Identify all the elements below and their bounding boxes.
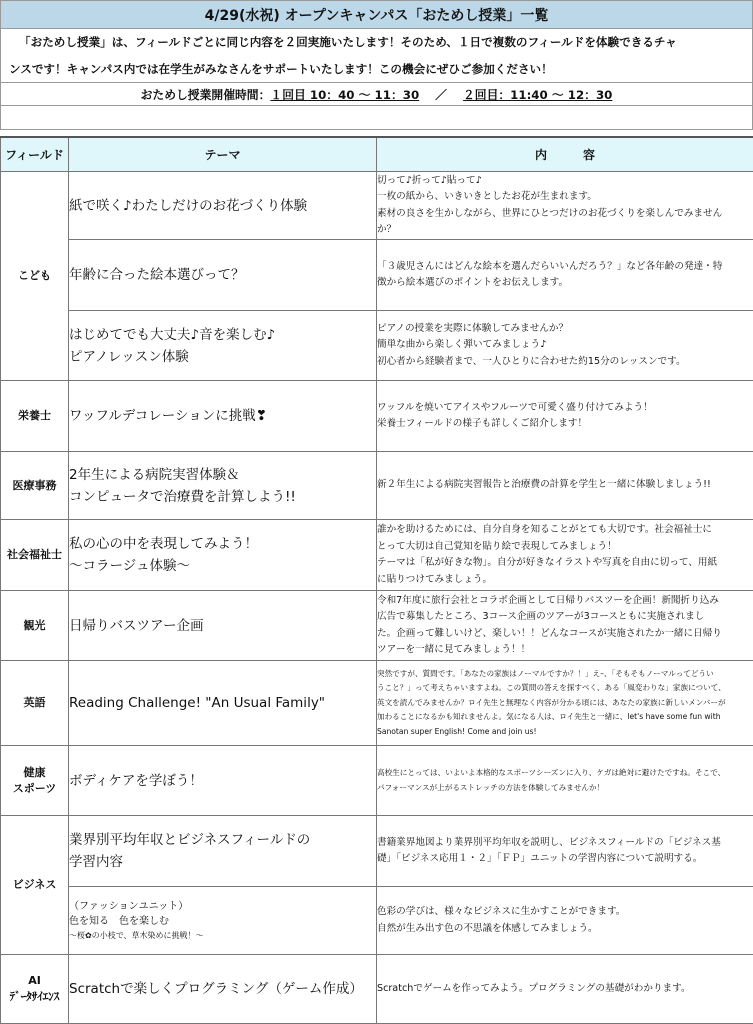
content-text: 栄養士フィールドの様子も詳しくご紹介します！	[377, 418, 588, 430]
content-cell	[377, 381, 753, 451]
table-row	[1, 661, 753, 746]
content-text: 初心者から経験者まで、一人ひとりに合わせた約15分のレッスンです。	[377, 355, 686, 367]
theme-subtext: 色を知る 色を楽しむ	[69, 916, 169, 928]
theme-cell	[69, 240, 377, 310]
intro-text	[0, 29, 753, 83]
content-text: に貼りつけてみましょう。	[377, 573, 493, 585]
session-2: ２回目：11:40 ～ 12：30	[462, 87, 613, 102]
content-text: 切って♪折って♪貼って♪	[377, 174, 482, 186]
theme-subtext: （ファッションユニット）	[69, 901, 189, 913]
field-cell	[1, 520, 69, 590]
field-cell	[1, 172, 69, 381]
theme-text: 私の心の中を表現してみよう！	[69, 536, 258, 553]
content-text: 素材の良さを生かしながら、世界にひとつだけのお花づくりを楽しんでみません	[377, 207, 723, 219]
table-row	[1, 172, 753, 240]
table-row	[1, 381, 753, 451]
content-text: 「３歳児さんにはどんな絵本を選んだらいいんだろう？」など各年齢の発達・特	[377, 260, 723, 272]
content-text: Sanotan super English! Come and join us!	[377, 726, 537, 736]
theme-text: ボディケアを学ぼう！	[69, 772, 203, 789]
theme-text: ～コラージュ体験～	[69, 558, 190, 575]
content-text: か？	[377, 224, 397, 236]
content-text: 突然ですが、質問です。「あなたの家族はノーマルですか？！」え–、「そもそもノーマルってどうい	[377, 668, 714, 678]
content-text: 簡単な曲から楽しく弾いてみましょう♪	[377, 339, 547, 351]
field-name: AI	[28, 974, 41, 988]
theme-cell	[69, 590, 377, 660]
content-text: 英文を読んでみませんか？ロイ先生と無理なく内容が分かる頃には、あなたの家族に新しいメンバーが	[377, 697, 726, 707]
content-cell	[377, 240, 753, 310]
content-text: 一枚の紙から、いきいきとしたお花が生まれます。	[377, 191, 597, 203]
table-row	[1, 886, 753, 954]
table-row	[1, 451, 753, 519]
intro-line-2: ンスです！キャンパス内では在学生がみなさんをサポートいたします！この機会にぜひご参加ください！	[9, 62, 553, 76]
content-text: ツアーを一緒に見てみましょう！！	[377, 644, 531, 656]
theme-cell	[69, 661, 377, 746]
content-text: ピアノの授業を実際に体験してみませんか？	[377, 322, 569, 334]
theme-text: コンピュータで治療費を計算しよう!!	[69, 488, 296, 505]
content-cell	[377, 590, 753, 660]
content-cell	[377, 520, 753, 590]
content-text: Scratchでゲームを作ってみよう。プログラミングの基礎がわかります。	[377, 982, 691, 994]
column-header-field: フィールド	[1, 137, 69, 172]
theme-cell	[69, 451, 377, 519]
field-cell	[1, 955, 69, 1024]
content-text: 広告で募集したところ、3コース企画のツアーが3コースともに実施されまし	[377, 611, 705, 623]
content-cell	[377, 745, 753, 815]
theme-text: 2年生による病院実習体験＆	[69, 466, 240, 483]
theme-text: 業界別平均年収とビジネスフィールドの	[69, 832, 311, 849]
field-cell	[1, 816, 69, 955]
theme-text: Scratchで楽しくプログラミング（ゲーム作成）	[69, 981, 363, 998]
content-cell	[377, 310, 753, 380]
table-row	[1, 955, 753, 1024]
theme-text: Reading Challenge! "An Usual Family"	[69, 695, 326, 712]
table-row	[1, 520, 753, 590]
theme-cell	[69, 886, 377, 954]
table-row	[1, 240, 753, 310]
content-cell	[377, 172, 753, 240]
field-cell	[1, 590, 69, 660]
content-text: た。企画って難しいけど、楽しい！！どんなコースが実施されたか一緒に日帰り	[377, 627, 722, 639]
session-times	[0, 83, 753, 106]
field-name: 社会福祉士	[7, 548, 62, 562]
theme-cell	[69, 310, 377, 380]
theme-cell	[69, 955, 377, 1024]
field-cell	[1, 661, 69, 746]
field-name: 観光	[23, 618, 46, 632]
content-cell	[377, 886, 753, 954]
field-name: 栄養士	[18, 409, 51, 423]
content-cell	[377, 955, 753, 1024]
field-name: ビジネス	[12, 878, 57, 892]
intro-line-1: 「おためし授業」は、フィールドごとに同じ内容を２回実施いたします！そのため、１日で複数のフィールドを体験できるチャ	[19, 35, 677, 49]
theme-cell	[69, 745, 377, 815]
content-text: うこと？」って考えちゃいますよね。この質問の答えを探すべく、ある「風変わりな」家族について、	[377, 683, 726, 693]
content-cell	[377, 451, 753, 519]
content-text: 新２年生による病院実習報告と治療費の計算を学生と一緒に体験しましょう!!	[377, 479, 711, 491]
spacer-row	[0, 106, 753, 130]
theme-text: 日帰りバスツアー企画	[69, 617, 204, 634]
table-row	[1, 745, 753, 815]
field-name: 医療事務	[12, 478, 57, 492]
field-name: こども	[18, 269, 51, 283]
theme-text: はじめてでも大丈夫♪音を楽しむ♪	[69, 326, 276, 343]
theme-cell	[69, 520, 377, 590]
table-row	[1, 590, 753, 660]
content-text: 誰かを助けるためには、自分自身を知ることがとても大切です。社会福祉士に	[377, 524, 713, 536]
session-separator: ／	[435, 87, 447, 102]
content-text: 徴から絵本選びのポイントをお伝えします。	[377, 277, 569, 289]
content-text: 高校生にとっては、いよいよ本格的なスポーツシーズンに入り、ケガは絶対に避けたですね。そこで、	[377, 768, 726, 778]
field-cell	[1, 381, 69, 451]
theme-text: ピアノレッスン体験	[69, 348, 189, 365]
theme-note: ～桜✿の小枝で、草木染めに挑戦！～	[69, 931, 204, 941]
content-text: 書籍業界地図より業界別平均年収を説明し、ビジネスフィールドの「ビジネス基	[377, 836, 721, 848]
field-name: ﾃﾞｰﾀｻｲｴﾝｽ	[9, 990, 60, 1004]
content-cell	[377, 816, 753, 886]
table-row	[1, 310, 753, 380]
theme-text: ワッフルデコレーションに挑戦❣	[69, 408, 268, 425]
content-text: 自然が生み出す色の不思議を体感してみましょう。	[377, 922, 598, 934]
content-text: とって大切は自己覚知を貼り絵で表現してみましょう！	[377, 540, 617, 552]
column-header-content: 内 容	[377, 137, 753, 172]
table-row	[1, 816, 753, 886]
theme-cell	[69, 381, 377, 451]
content-text: テーマは「私が好きな物」。自分が好きなイラストや写真を自由に切って、用紙	[377, 557, 718, 569]
field-name: スポーツ	[12, 781, 57, 795]
content-cell	[377, 661, 753, 746]
theme-text: 紙で咲く♪わたしだけのお花づくり体験	[69, 197, 308, 214]
theme-cell	[69, 172, 377, 240]
theme-text: 学習内容	[69, 854, 123, 871]
column-header-theme: テーマ	[69, 137, 377, 172]
theme-cell	[69, 816, 377, 886]
field-name: 健康	[23, 765, 46, 779]
field-cell	[1, 451, 69, 519]
content-text: 加わることになるかも知れませんよ。気になる人は、ロイ先生と一緒に、let's have some fun with	[377, 712, 721, 722]
content-text: ワッフルを焼いてアイスやフルーツで可愛く盛り付けてみよう！	[377, 401, 653, 413]
page-title: 4/29(水祝) オープンキャンパス「おためし授業」一覧	[0, 0, 753, 29]
content-text: 色彩の学びは、様々なビジネスに生かすことができます。	[377, 906, 626, 918]
session-label: おためし授業開催時間：	[140, 87, 271, 102]
class-table	[0, 136, 753, 1024]
content-text: 礎」「ビジネス応用１・２」「ＦＰ」ユニットの学習内容について説明する。	[377, 853, 703, 865]
content-text: 令和7年度に旅行会社とコラボ企画として日帰りバスツーを企画！新聞折り込み	[377, 594, 719, 606]
table-header-row	[1, 137, 753, 172]
session-1: １回目 10：40 ～ 11：30	[270, 87, 420, 102]
field-name: 英語	[23, 696, 46, 710]
field-cell	[1, 745, 69, 815]
theme-text: 年齢に合った絵本選びって？	[69, 267, 245, 284]
content-text: パフォーマンスが上がるストレッチの方法を体験してみませんか！	[377, 782, 605, 792]
